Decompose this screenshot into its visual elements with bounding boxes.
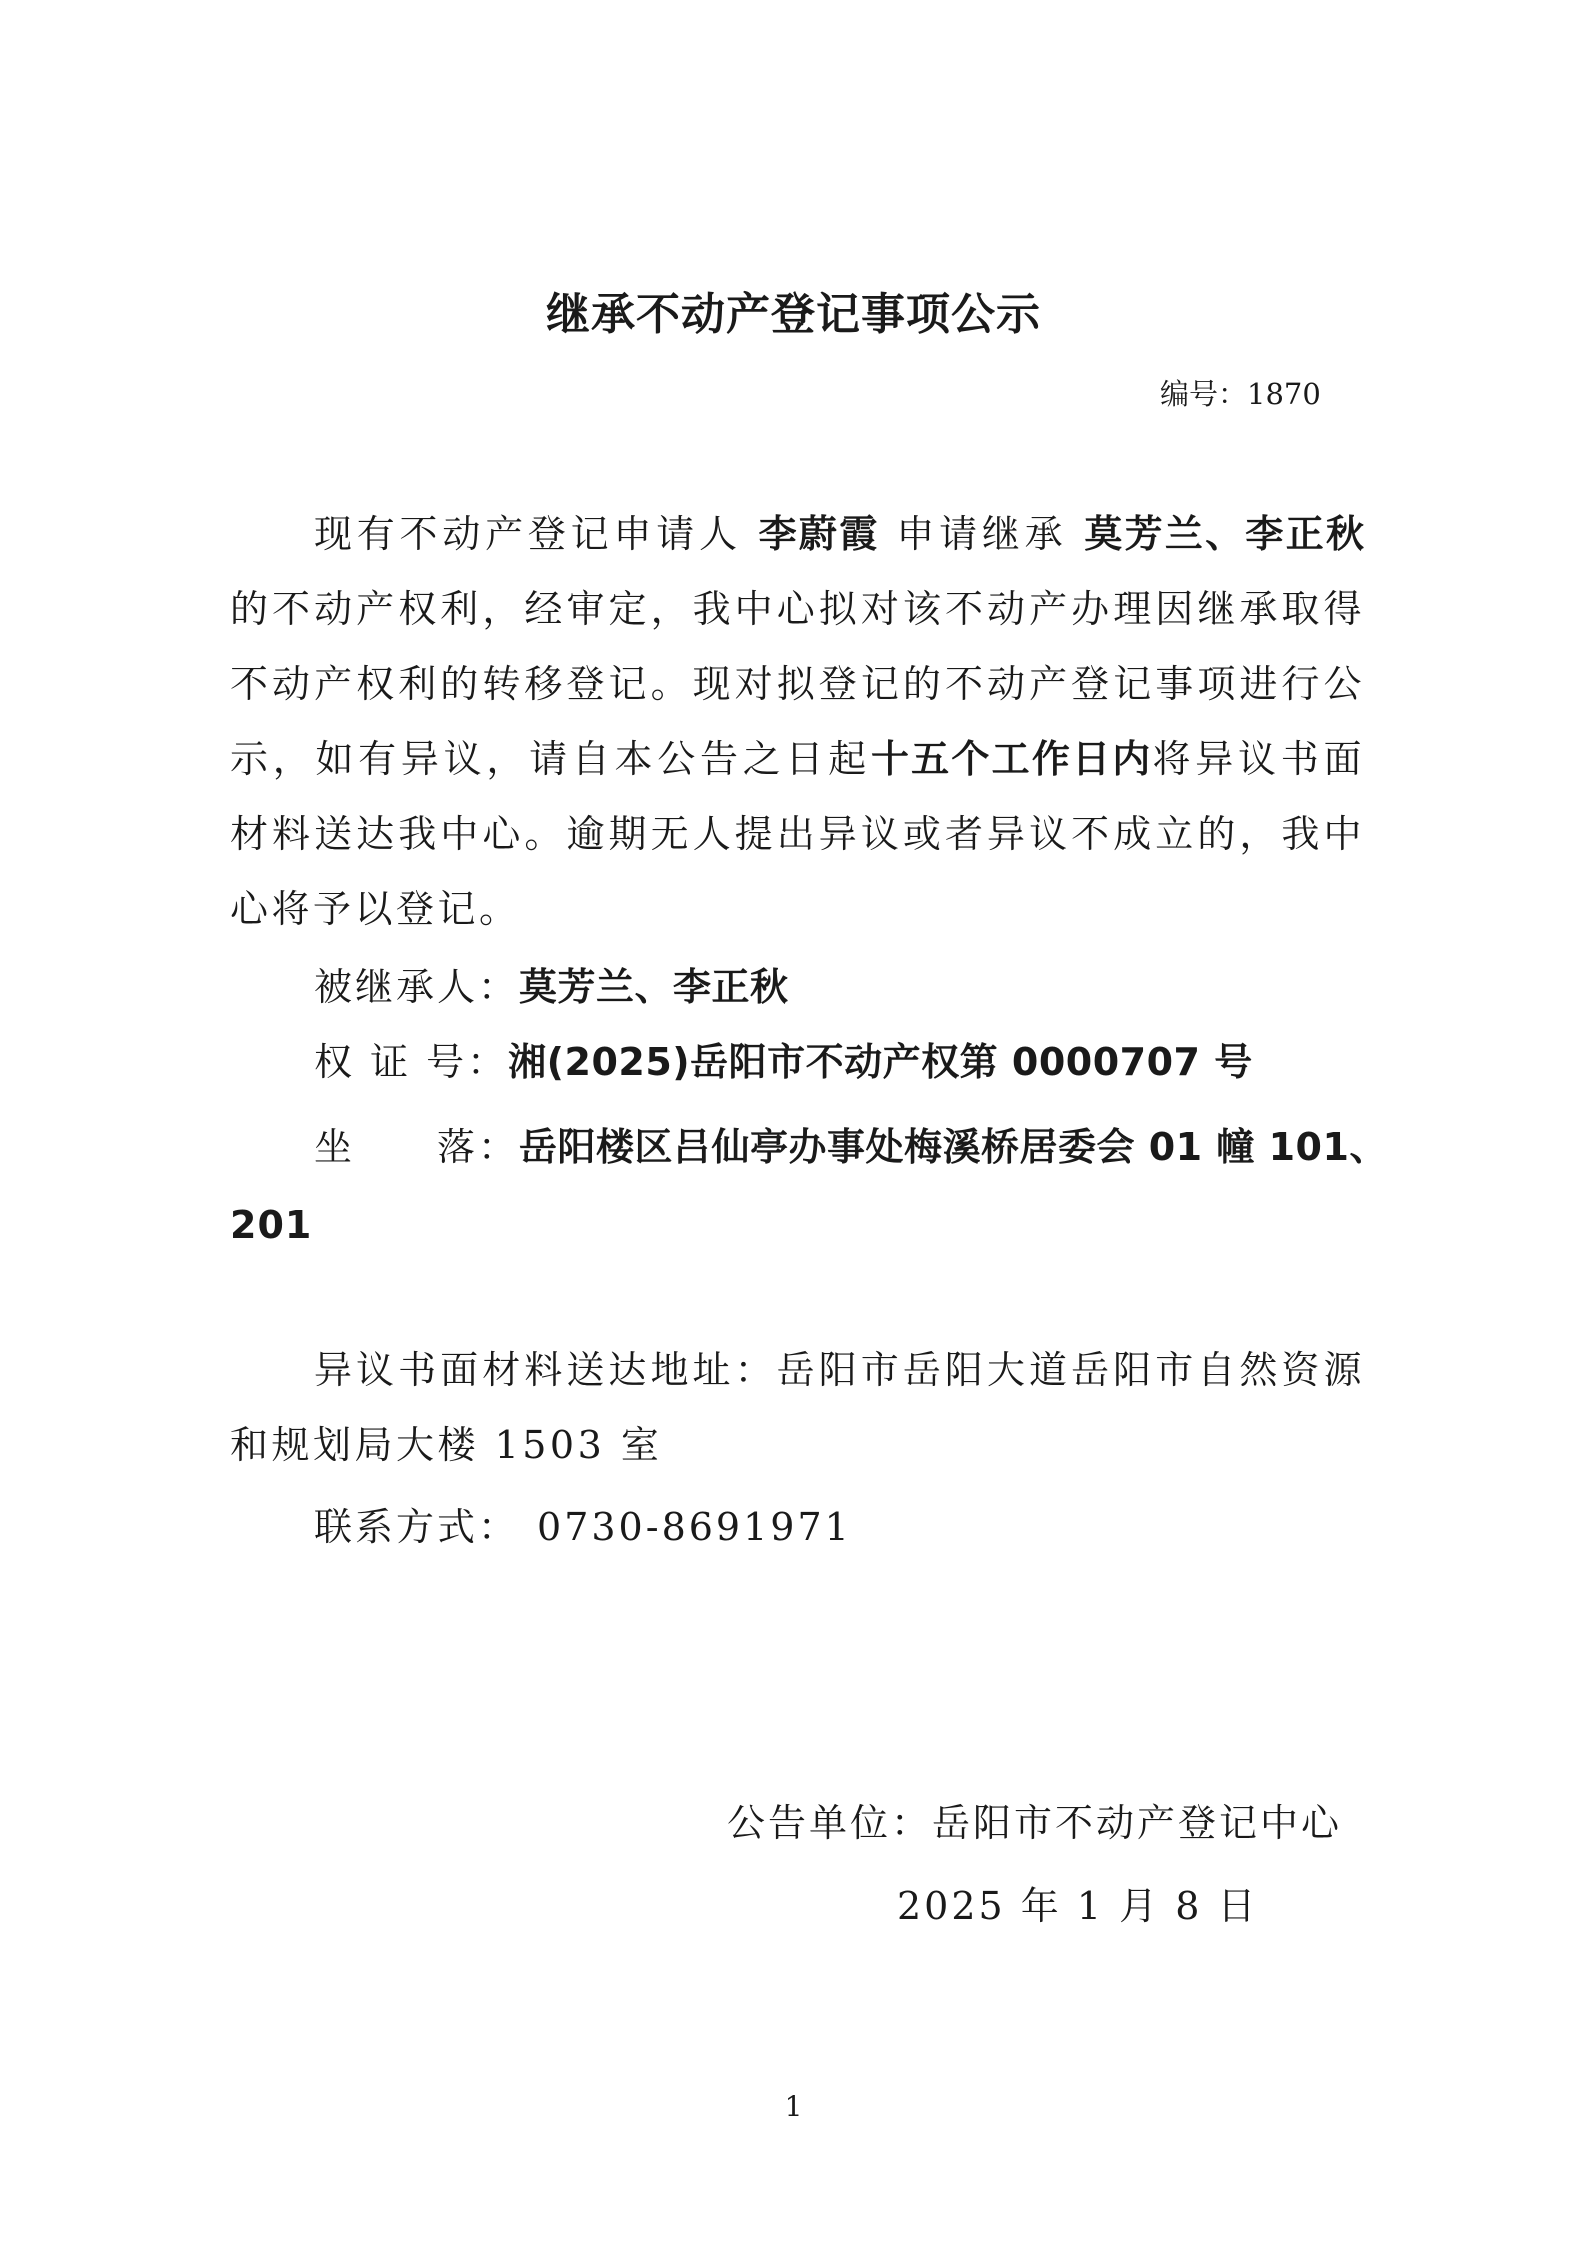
contact-label: 联系方式：: [314, 1505, 520, 1549]
objection-deadline: 十五个工作日内: [870, 737, 1153, 781]
contact-phone: 0730-8691971: [537, 1505, 852, 1549]
document-title: 继承不动产登记事项公示: [546, 289, 1041, 340]
decedent-inline: 莫芳兰、李正秋: [1084, 512, 1365, 556]
decedent-label: 被继承人：: [314, 965, 520, 1009]
para-text-c: 的不动产权利，经审定，我中心拟对该不动产办理因继承取得不动产权利的转移登记。现对拟登记的不动产登记事项进行公示，如有异议，请自本公告之日起: [230, 587, 1365, 781]
issuer: 公告单位：岳阳市不动产登记中心: [727, 1801, 1343, 1845]
page-number: 1: [784, 2090, 803, 2123]
certificate-row: [314, 1025, 1253, 1100]
applicant-name: 李蔚霞: [758, 512, 880, 556]
main-paragraph: [230, 497, 1365, 947]
serial-number: 编号：1870: [1160, 377, 1321, 411]
issue-date: 2025 年 1 月 8 日: [897, 1884, 1259, 1928]
para-text-a: 现有不动产登记申请人: [314, 512, 759, 556]
objection-address: 异议书面材料送达地址：岳阳市岳阳大道岳阳市自然资源和规划局大楼 1503 室: [230, 1348, 1365, 1467]
location-value: 岳阳楼区吕仙亭办事处梅溪桥居委会 01 幢 101、: [519, 1125, 1388, 1169]
para-text-b: 申请继承: [879, 512, 1085, 556]
location-label: 坐 落：: [314, 1125, 520, 1169]
decedent-value: 莫芳兰、李正秋: [519, 965, 789, 1009]
location-value-continued: 201: [230, 1203, 313, 1247]
certificate-label: 权 证 号：: [314, 1040, 509, 1084]
certificate-value: 湘(2025)岳阳市不动产权第 0000707 号: [508, 1040, 1253, 1084]
location-row: [314, 1110, 1388, 1185]
para-text-d: 将异议书面材料送达我中心。逾期无人提出异议或者异议不成立的，我中心将予以登记。: [230, 737, 1365, 931]
contact-row: [314, 1490, 852, 1565]
decedent-row: [314, 950, 789, 1025]
